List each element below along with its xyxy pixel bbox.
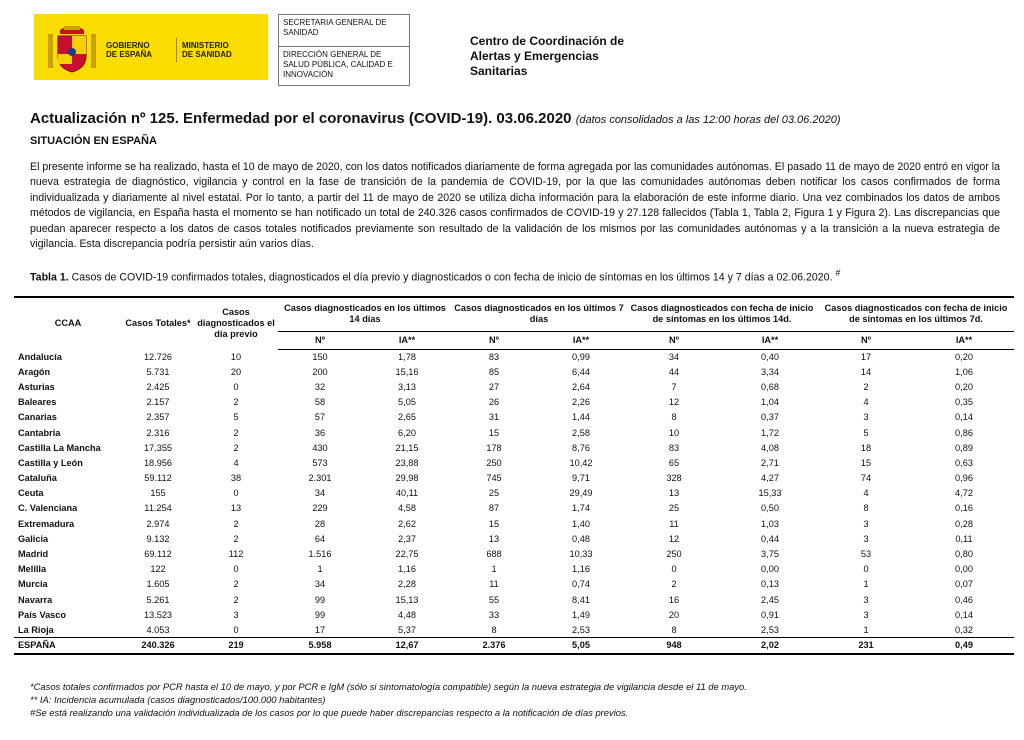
table-cell: 4 bbox=[863, 397, 869, 408]
table-cell: 2,37 bbox=[398, 533, 416, 544]
table-row bbox=[14, 531, 1014, 546]
table-cell: 12 bbox=[668, 533, 680, 544]
coat-of-arms-icon bbox=[44, 20, 100, 76]
table-cell: 13 bbox=[488, 533, 500, 544]
table-row bbox=[14, 410, 1014, 425]
table-cell: 430 bbox=[312, 442, 328, 453]
table-cell: 2 bbox=[233, 442, 239, 453]
table-cell: 0,35 bbox=[955, 397, 973, 408]
table-cell: 5,37 bbox=[398, 624, 416, 635]
table-row bbox=[14, 592, 1014, 607]
page-title: Actualización nº 125. Enfermedad por el coronavirus (COVID-19). 03.06.2020 (datos consolidados a las 12:00 horas del 03.06.2020) bbox=[30, 110, 841, 127]
table-cell: 0,89 bbox=[955, 442, 973, 453]
header-ia: IA** bbox=[362, 331, 452, 349]
total-cell: 5.958 bbox=[278, 638, 362, 654]
total-cell: 0,49 bbox=[914, 638, 1014, 654]
footnote: ** IA: Incidencia acumulada (casos diagnosticados/100.000 habitantes) bbox=[30, 694, 326, 705]
gov-label: GOBIERNO DE ESPAÑA bbox=[106, 41, 153, 59]
header-sym14: Casos diagnosticados con fecha de inicio de síntomas en los últimos 14d. bbox=[626, 297, 818, 331]
region-name: Castilla y León bbox=[18, 457, 83, 468]
document-header bbox=[34, 14, 994, 84]
table-cell: 13 bbox=[668, 488, 680, 499]
table-cell: 5,05 bbox=[398, 397, 416, 408]
table-cell: 8,76 bbox=[572, 442, 590, 453]
table-cell: 11 bbox=[669, 518, 679, 529]
region-name: Castilla La Mancha bbox=[18, 442, 101, 453]
table-cell: 0,99 bbox=[572, 351, 590, 362]
table-cell: 3 bbox=[233, 609, 239, 620]
table-cell: 200 bbox=[312, 366, 328, 377]
covid-table bbox=[14, 296, 1014, 655]
table-cell: 4.053 bbox=[146, 624, 170, 635]
region-name: Navarra bbox=[18, 594, 53, 605]
table-row bbox=[14, 425, 1014, 440]
table-row bbox=[14, 546, 1014, 561]
region-name: Canarias bbox=[18, 412, 57, 423]
table-cell: 0 bbox=[233, 564, 239, 575]
table-cell: 10 bbox=[668, 427, 680, 438]
table-cell: 20 bbox=[230, 366, 242, 377]
table-cell: 0,14 bbox=[955, 412, 973, 423]
table-cell: 2 bbox=[233, 427, 239, 438]
header-diag7: Casos diagnosticados en los últimos 7 días bbox=[452, 297, 626, 331]
table-cell: 4,58 bbox=[398, 503, 416, 514]
header-diag14: Casos diagnosticados en los últimos 14 días bbox=[278, 297, 452, 331]
table-cell: 15 bbox=[860, 457, 872, 468]
table-cell: 0,00 bbox=[761, 564, 779, 575]
header-n: Nº bbox=[818, 331, 914, 349]
table-cell: 0,16 bbox=[955, 503, 973, 514]
table-cell: 1,03 bbox=[761, 518, 779, 529]
header-total: Casos Totales* bbox=[125, 318, 191, 328]
table-cell: 1 bbox=[863, 579, 869, 590]
header-ccaa: CCAA bbox=[54, 318, 82, 328]
table-cell: 3 bbox=[863, 533, 869, 544]
region-name: Cantabria bbox=[18, 427, 61, 438]
table-cell: 0,46 bbox=[955, 594, 973, 605]
region-name: Asturias bbox=[18, 381, 55, 392]
table-cell: 13 bbox=[230, 503, 242, 514]
table-cell: 26 bbox=[488, 397, 500, 408]
table-cell: 122 bbox=[150, 564, 166, 575]
table-cell: 0,20 bbox=[955, 381, 973, 392]
header-ia: IA** bbox=[722, 331, 818, 349]
header-ia: IA** bbox=[914, 331, 1014, 349]
table-row bbox=[14, 622, 1014, 637]
table-cell: 11.254 bbox=[144, 503, 172, 514]
table-row bbox=[14, 562, 1014, 577]
region-name: País Vasco bbox=[18, 609, 67, 620]
org-box bbox=[278, 14, 410, 86]
header-n: Nº bbox=[278, 331, 362, 349]
table-cell: 2,45 bbox=[761, 594, 779, 605]
region-name: Extremadura bbox=[18, 518, 75, 529]
table-cell: 4,72 bbox=[955, 488, 973, 499]
table-cell: 4 bbox=[233, 457, 239, 468]
table-cell: 250 bbox=[486, 457, 502, 468]
table-cell: 15,16 bbox=[395, 366, 419, 377]
table-cell: 0,37 bbox=[761, 412, 779, 423]
table-cell: 0,74 bbox=[572, 579, 590, 590]
total-cell: 2.376 bbox=[452, 638, 536, 654]
table-cell: 0,44 bbox=[761, 533, 779, 544]
table-cell: 0 bbox=[671, 564, 677, 575]
table-cell: 4 bbox=[863, 488, 869, 499]
table-cell: 5 bbox=[233, 412, 239, 423]
table-cell: 0,68 bbox=[761, 381, 779, 392]
region-name: Melilla bbox=[18, 564, 47, 575]
table-cell: 29,98 bbox=[395, 473, 419, 484]
table-cell: 99 bbox=[314, 609, 326, 620]
table-row bbox=[14, 379, 1014, 394]
table-cell: 4,08 bbox=[761, 442, 779, 453]
table-cell: 17 bbox=[314, 624, 326, 635]
table-cell: 2,64 bbox=[572, 381, 590, 392]
total-cell: 948 bbox=[626, 638, 722, 654]
table-cell: 1,06 bbox=[955, 366, 973, 377]
table-cell: 44 bbox=[668, 366, 680, 377]
table-cell: 0,11 bbox=[955, 533, 973, 544]
table-cell: 1 bbox=[863, 624, 869, 635]
header-sym7: Casos diagnosticados con fecha de inicio de síntomas en los últimos 7d. bbox=[818, 297, 1014, 331]
table-cell: 15 bbox=[488, 427, 500, 438]
table-cell: 34 bbox=[314, 488, 326, 499]
region-name: Cataluña bbox=[18, 473, 57, 484]
table-cell: 1,16 bbox=[572, 564, 590, 575]
table-cell: 1,49 bbox=[572, 609, 590, 620]
table-cell: 3 bbox=[863, 518, 869, 529]
table-cell: 1 bbox=[491, 564, 497, 575]
table-cell: 3 bbox=[863, 594, 869, 605]
table-cell: 18 bbox=[860, 442, 872, 453]
table-cell: 6,20 bbox=[398, 427, 416, 438]
table-cell: 0,00 bbox=[955, 564, 973, 575]
region-name: Ceuta bbox=[18, 488, 44, 499]
table-cell: 0,96 bbox=[955, 473, 973, 484]
table-row bbox=[14, 349, 1014, 364]
region-name: Aragón bbox=[18, 366, 51, 377]
table-cell: 9.132 bbox=[146, 533, 170, 544]
table-cell: 15,33 bbox=[758, 488, 782, 499]
table-cell: 745 bbox=[486, 473, 502, 484]
table-cell: 3 bbox=[863, 609, 869, 620]
footnote: *Casos totales confirmados por PCR hasta el 10 de mayo, y por PCR e IgM (sólo si sintomatología compatible) según la nueva estrategia de vigilancia desde el 11 de mayo. bbox=[30, 681, 747, 692]
table-row bbox=[14, 364, 1014, 379]
table-cell: 7 bbox=[671, 381, 677, 392]
table-cell: 0,48 bbox=[572, 533, 590, 544]
table-cell: 8 bbox=[491, 624, 497, 635]
table-cell: 10,42 bbox=[569, 457, 593, 468]
ministry-label: MINISTERIO DE SANIDAD bbox=[182, 41, 232, 59]
government-logo bbox=[34, 14, 268, 80]
header-n: Nº bbox=[626, 331, 722, 349]
table-cell: 10 bbox=[230, 351, 242, 362]
total-cell: 12,67 bbox=[362, 638, 452, 654]
table-cell: 8 bbox=[863, 503, 869, 514]
table-cell: 2,62 bbox=[398, 518, 416, 529]
table-cell: 0,40 bbox=[761, 351, 779, 362]
table-cell: 23,88 bbox=[395, 457, 419, 468]
table-cell: 11 bbox=[489, 579, 499, 590]
org-secretaria: SECRETARIA GENERAL DE SANIDAD bbox=[279, 15, 409, 47]
table-row bbox=[14, 577, 1014, 592]
region-name: Baleares bbox=[18, 397, 57, 408]
table-cell: 0,07 bbox=[955, 579, 973, 590]
table-cell: 328 bbox=[666, 473, 682, 484]
table-cell: 17.355 bbox=[143, 442, 173, 453]
table-cell: 2.974 bbox=[146, 518, 170, 529]
table-cell: 2.157 bbox=[146, 397, 170, 408]
table-cell: 0 bbox=[233, 488, 239, 499]
table-cell: 112 bbox=[228, 549, 244, 560]
logo-divider bbox=[176, 38, 177, 62]
table-cell: 2 bbox=[233, 518, 239, 529]
region-name: Galicia bbox=[18, 533, 49, 544]
table-cell: 25 bbox=[668, 503, 680, 514]
table-row bbox=[14, 395, 1014, 410]
center-title: Centro de Coordinación de Alertas y Emergencias Sanitarias bbox=[470, 34, 625, 78]
table-cell: 1,78 bbox=[398, 351, 416, 362]
table-cell: 1,72 bbox=[761, 427, 779, 438]
region-name: C. Valenciana bbox=[18, 503, 78, 514]
table-cell: 2,28 bbox=[398, 579, 416, 590]
table-cell: 83 bbox=[668, 442, 680, 453]
table-cell: 8 bbox=[671, 624, 677, 635]
table-cell: 58 bbox=[314, 397, 326, 408]
table-cell: 0,14 bbox=[955, 609, 973, 620]
table-cell: 0,91 bbox=[761, 609, 779, 620]
table-cell: 9,71 bbox=[572, 473, 590, 484]
table-cell: 4,48 bbox=[398, 609, 416, 620]
table-cell: 12 bbox=[668, 397, 680, 408]
footnotes bbox=[30, 680, 747, 719]
table-cell: 1.605 bbox=[146, 579, 170, 590]
table-caption: Tabla 1. Casos de COVID-19 confirmados totales, diagnosticados el día previo y diagnosticados o con fecha de inicio de síntomas en los últimos 14 y 7 días a 02.06.2020. # bbox=[30, 268, 841, 284]
table-cell: 573 bbox=[312, 457, 328, 468]
table-cell: 6,44 bbox=[572, 366, 590, 377]
table-cell: 2.301 bbox=[308, 473, 332, 484]
table-cell: 8,41 bbox=[572, 594, 590, 605]
table-cell: 0,80 bbox=[955, 549, 973, 560]
total-cell: 2,02 bbox=[722, 638, 818, 654]
region-name: Murcia bbox=[18, 579, 48, 590]
table-cell: 87 bbox=[488, 503, 500, 514]
table-cell: 229 bbox=[312, 503, 328, 514]
table-row bbox=[14, 440, 1014, 455]
table-cell: 3,34 bbox=[761, 366, 779, 377]
table-cell: 2,53 bbox=[572, 624, 590, 635]
table-cell: 1,16 bbox=[398, 564, 416, 575]
total-cell: 231 bbox=[818, 638, 914, 654]
header-ia: IA** bbox=[536, 331, 626, 349]
table-cell: 1,04 bbox=[761, 397, 779, 408]
table-cell: 2 bbox=[863, 381, 869, 392]
table-cell: 0,28 bbox=[955, 518, 973, 529]
table-cell: 99 bbox=[314, 594, 326, 605]
table-cell: 15 bbox=[488, 518, 500, 529]
table-cell: 10,33 bbox=[569, 549, 593, 560]
table-cell: 0,86 bbox=[955, 427, 973, 438]
table-cell: 38 bbox=[230, 473, 242, 484]
table-cell: 2 bbox=[671, 579, 677, 590]
table-cell: 40,11 bbox=[395, 488, 419, 499]
table-cell: 1,74 bbox=[572, 503, 590, 514]
table-cell: 15,13 bbox=[395, 594, 419, 605]
table-cell: 3,75 bbox=[761, 549, 779, 560]
region-name: La Rioja bbox=[18, 624, 54, 635]
table-cell: 83 bbox=[488, 351, 500, 362]
table-cell: 5.731 bbox=[146, 366, 170, 377]
table-cell: 2 bbox=[233, 594, 239, 605]
table-row bbox=[14, 501, 1014, 516]
table-cell: 31 bbox=[488, 412, 500, 423]
table-body bbox=[14, 349, 1014, 654]
table-cell: 0 bbox=[233, 624, 239, 635]
table-cell: 85 bbox=[488, 366, 500, 377]
table-cell: 1.516 bbox=[308, 549, 332, 560]
table-cell: 65 bbox=[668, 457, 680, 468]
table-cell: 250 bbox=[666, 549, 682, 560]
table-cell: 150 bbox=[312, 351, 328, 362]
footnote: #Se está realizando una validación individualizada de los casos por lo que puede haber discrepancias respecto a la notificación de días previos. bbox=[30, 707, 629, 718]
org-direccion: DIRECCIÓN GENERAL DE SALUD PÚBLICA, CALIDAD E INNOVACIÓN bbox=[283, 50, 393, 79]
table-cell: 74 bbox=[860, 473, 872, 484]
table-row bbox=[14, 607, 1014, 622]
table-cell: 0,20 bbox=[955, 351, 973, 362]
table-row bbox=[14, 455, 1014, 470]
total-row bbox=[14, 638, 1014, 654]
table-cell: 2 bbox=[233, 533, 239, 544]
table-cell: 2.357 bbox=[146, 412, 170, 423]
table-cell: 59.112 bbox=[144, 473, 172, 484]
total-cell: 219 bbox=[194, 638, 278, 654]
total-cell: 5,05 bbox=[536, 638, 626, 654]
table-cell: 32 bbox=[314, 381, 326, 392]
table-cell: 12.726 bbox=[143, 351, 173, 362]
table-cell: 13.523 bbox=[143, 609, 173, 620]
table-cell: 18.956 bbox=[143, 457, 173, 468]
table-cell: 33 bbox=[488, 609, 500, 620]
table-cell: 1 bbox=[317, 564, 323, 575]
table-cell: 4,27 bbox=[761, 473, 779, 484]
table-cell: 57 bbox=[314, 412, 326, 423]
table-cell: 155 bbox=[150, 488, 166, 499]
table-cell: 2.316 bbox=[146, 427, 170, 438]
table-cell: 0 bbox=[233, 381, 239, 392]
intro-paragraph: El presente informe se ha realizado, hasta el 10 de mayo de 2020, con los datos notificados diariamente de forma agregada por las comunidades autónomas. El pasado 11 de mayo de 2020 entró en vigor la nueva estrategia de diagnóstico, vigilancia y control en la fase de transición de la pandemia de COVID-19, por la que las comunidades autónomas deben notificar los casos confirmados de forma individualizada y diariamente al nivel estatal. Por lo tanto, a partir del 11 de mayo de 2020 se utiliza dicha información para la elaboración de este informe diario. Una vez combinados los datos de ambos métodos de vigilancia, en España hasta el momento se han notificado un total de 240.326 casos confirmados de COVID-19 y 27.128 fallecidos (Tabla 1, Tabla 2, Figura 1 y Figura 2). Las discrepancias que puedan aparecer respecto a los datos de casos totales notificados previamente son resultado de la validación de los mismos por las comunidades autónomas y a la transición a la nueva estrategia de vigilancia. Esta discrepancia podría persistir aún varios días. bbox=[30, 161, 1000, 251]
table-cell: 2 bbox=[233, 579, 239, 590]
region-name: Madrid bbox=[18, 549, 49, 560]
table-cell: 69.112 bbox=[144, 549, 172, 560]
table-cell: 2,65 bbox=[398, 412, 416, 423]
table-cell: 2,71 bbox=[761, 457, 779, 468]
header-n: Nº bbox=[452, 331, 536, 349]
table-cell: 16 bbox=[668, 594, 680, 605]
table-cell: 34 bbox=[668, 351, 680, 362]
table-cell: 36 bbox=[314, 427, 326, 438]
table-cell: 2,53 bbox=[761, 624, 779, 635]
table-row bbox=[14, 486, 1014, 501]
table-cell: 53 bbox=[860, 549, 872, 560]
total-label: ESPAÑA bbox=[14, 638, 122, 654]
title-note: (datos consolidados a las 12:00 horas del 03.06.2020) bbox=[575, 114, 841, 126]
table-cell: 5 bbox=[863, 427, 869, 438]
header-prev-day: Casos diagnosticados el día previo bbox=[197, 307, 275, 339]
table-cell: 21,15 bbox=[395, 442, 419, 453]
table-cell: 25 bbox=[488, 488, 500, 499]
table-cell: 0,13 bbox=[761, 579, 779, 590]
table-cell: 0,63 bbox=[955, 457, 973, 468]
table-cell: 0,32 bbox=[955, 624, 973, 635]
table-cell: 14 bbox=[860, 366, 872, 377]
table-cell: 2,26 bbox=[572, 397, 590, 408]
table-cell: 8 bbox=[671, 412, 677, 423]
table-row bbox=[14, 516, 1014, 531]
table-cell: 27 bbox=[488, 381, 500, 392]
table-cell: 55 bbox=[488, 594, 500, 605]
table-cell: 34 bbox=[314, 579, 326, 590]
table-cell: 0,50 bbox=[761, 503, 779, 514]
table-cell: 2.425 bbox=[146, 381, 170, 392]
table-cell: 0 bbox=[863, 564, 869, 575]
table-cell: 1,40 bbox=[572, 518, 590, 529]
table-cell: 178 bbox=[486, 442, 502, 453]
table-cell: 22,75 bbox=[395, 549, 419, 560]
table-cell: 28 bbox=[314, 518, 326, 529]
table-cell: 64 bbox=[314, 533, 326, 544]
total-cell: 240.326 bbox=[122, 638, 194, 654]
table-row bbox=[14, 471, 1014, 486]
table-cell: 3 bbox=[863, 412, 869, 423]
section-heading: SITUACIÓN EN ESPAÑA bbox=[30, 135, 157, 147]
table-cell: 5.261 bbox=[146, 594, 170, 605]
table-cell: 2 bbox=[233, 397, 239, 408]
table-cell: 20 bbox=[668, 609, 680, 620]
table-cell: 1,44 bbox=[572, 412, 590, 423]
table-cell: 688 bbox=[486, 549, 502, 560]
table-cell: 2,58 bbox=[572, 427, 590, 438]
table-cell: 29,49 bbox=[569, 488, 593, 499]
table-cell: 3,13 bbox=[398, 381, 416, 392]
table-cell: 17 bbox=[860, 351, 872, 362]
region-name: Andalucía bbox=[18, 351, 62, 362]
